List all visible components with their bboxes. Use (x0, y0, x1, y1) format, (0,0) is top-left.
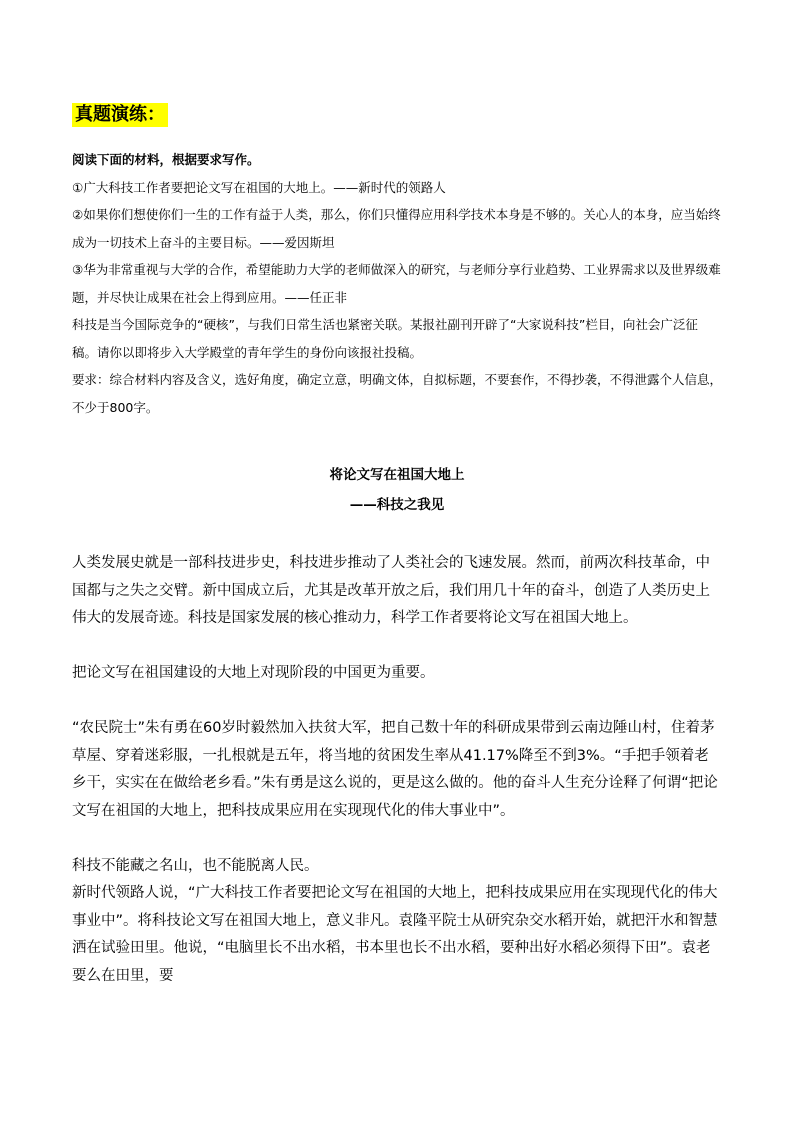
prompt-context: 科技是当今国际竞争的“硬核”，与我们日常生活也紧密关联。某报社副刊开辟了“大家说科技”栏目，向社会广泛征稿。请你以即将步入大学殿堂的青年学生的身份向该报社投稿。 (72, 317, 698, 360)
prompt-requirements: 要求：综合材料内容及含义，选好角度，确定立意，明确文体，自拟标题，不要套作，不得抄袭，不得泄露个人信息，不少于800字。 (72, 372, 723, 415)
section-title: 真题演练： (72, 103, 168, 127)
prompt-material-1: ①广大科技工作者要把论文写在祖国的大地上。——新时代的领路人 (72, 179, 446, 195)
writing-prompt (72, 146, 722, 421)
prompt-instruction: 阅读下面的材料，根据要求写作。 (72, 152, 260, 167)
prompt-material-2: ②如果你们想使你们一生的工作有益于人类，那么，你们只懂得应用科学技术本身是不够的。关心人的本身，应当始终成为一切技术上奋斗的主要目标。——爱因斯坦 (72, 207, 721, 250)
essay-title: 将论文写在祖国大地上 (329, 467, 465, 483)
essay-body (72, 550, 722, 990)
essay-paragraph: 新时代领路人说，“广大科技工作者要把论文写在祖国的大地上，把科技成果应用在实现现代化的伟大事业中”。将科技论文写在祖国大地上，意义非凡。袁隆平院士从研究杂交水稻开始，就把汗水和智慧洒在试验田里。他说，“电脑里长不出水稻，书本里也长不出水稻，要种出好水稻必须得下田”。袁老要么在田里，要 (72, 885, 718, 984)
essay-paragraph: 人类发展史就是一部科技进步史，科技进步推动了人类社会的飞速发展。然而，前两次科技革命，中国都与之失之交臂。新中国成立后，尤其是改革开放之后，我们用几十年的奋斗，创造了人类历史上伟大的发展奇迹。科技是国家发展的核心推动力，科学工作者要将论文写在祖国大地上。 (72, 555, 710, 626)
prompt-material-3: ③华为非常重视与大学的合作，希望能助力大学的老师做深入的研究，与老师分享行业趋势、工业界需求以及世界级难题，并尽快让成果在社会上得到应用。——任正非 (72, 262, 721, 305)
essay-paragraph: 科技不能藏之名山，也不能脱离人民。 (72, 857, 319, 874)
essay-heading (72, 460, 722, 520)
essay-paragraph: 把论文写在祖国建设的大地上对现阶段的中国更为重要。 (72, 665, 435, 681)
essay-paragraph: “农民院士”朱有勇在60岁时毅然加入扶贫大军，把自己数十年的科研成果带到云南边陲山村，住着茅草屋、穿着迷彩服，一扎根就是五年，将当地的贫困发生率从41.17%降至不到3%。“手把手领着老乡干，实实在在做给老乡看。”朱有勇是这么说的，更是这么做的。他的奋斗人生充分诠释了何谓“把论文写在祖国的大地上，把科技成果应用在实现现代化的伟大事业中”。 (72, 720, 718, 819)
essay-subtitle: ——科技之我见 (349, 497, 445, 513)
